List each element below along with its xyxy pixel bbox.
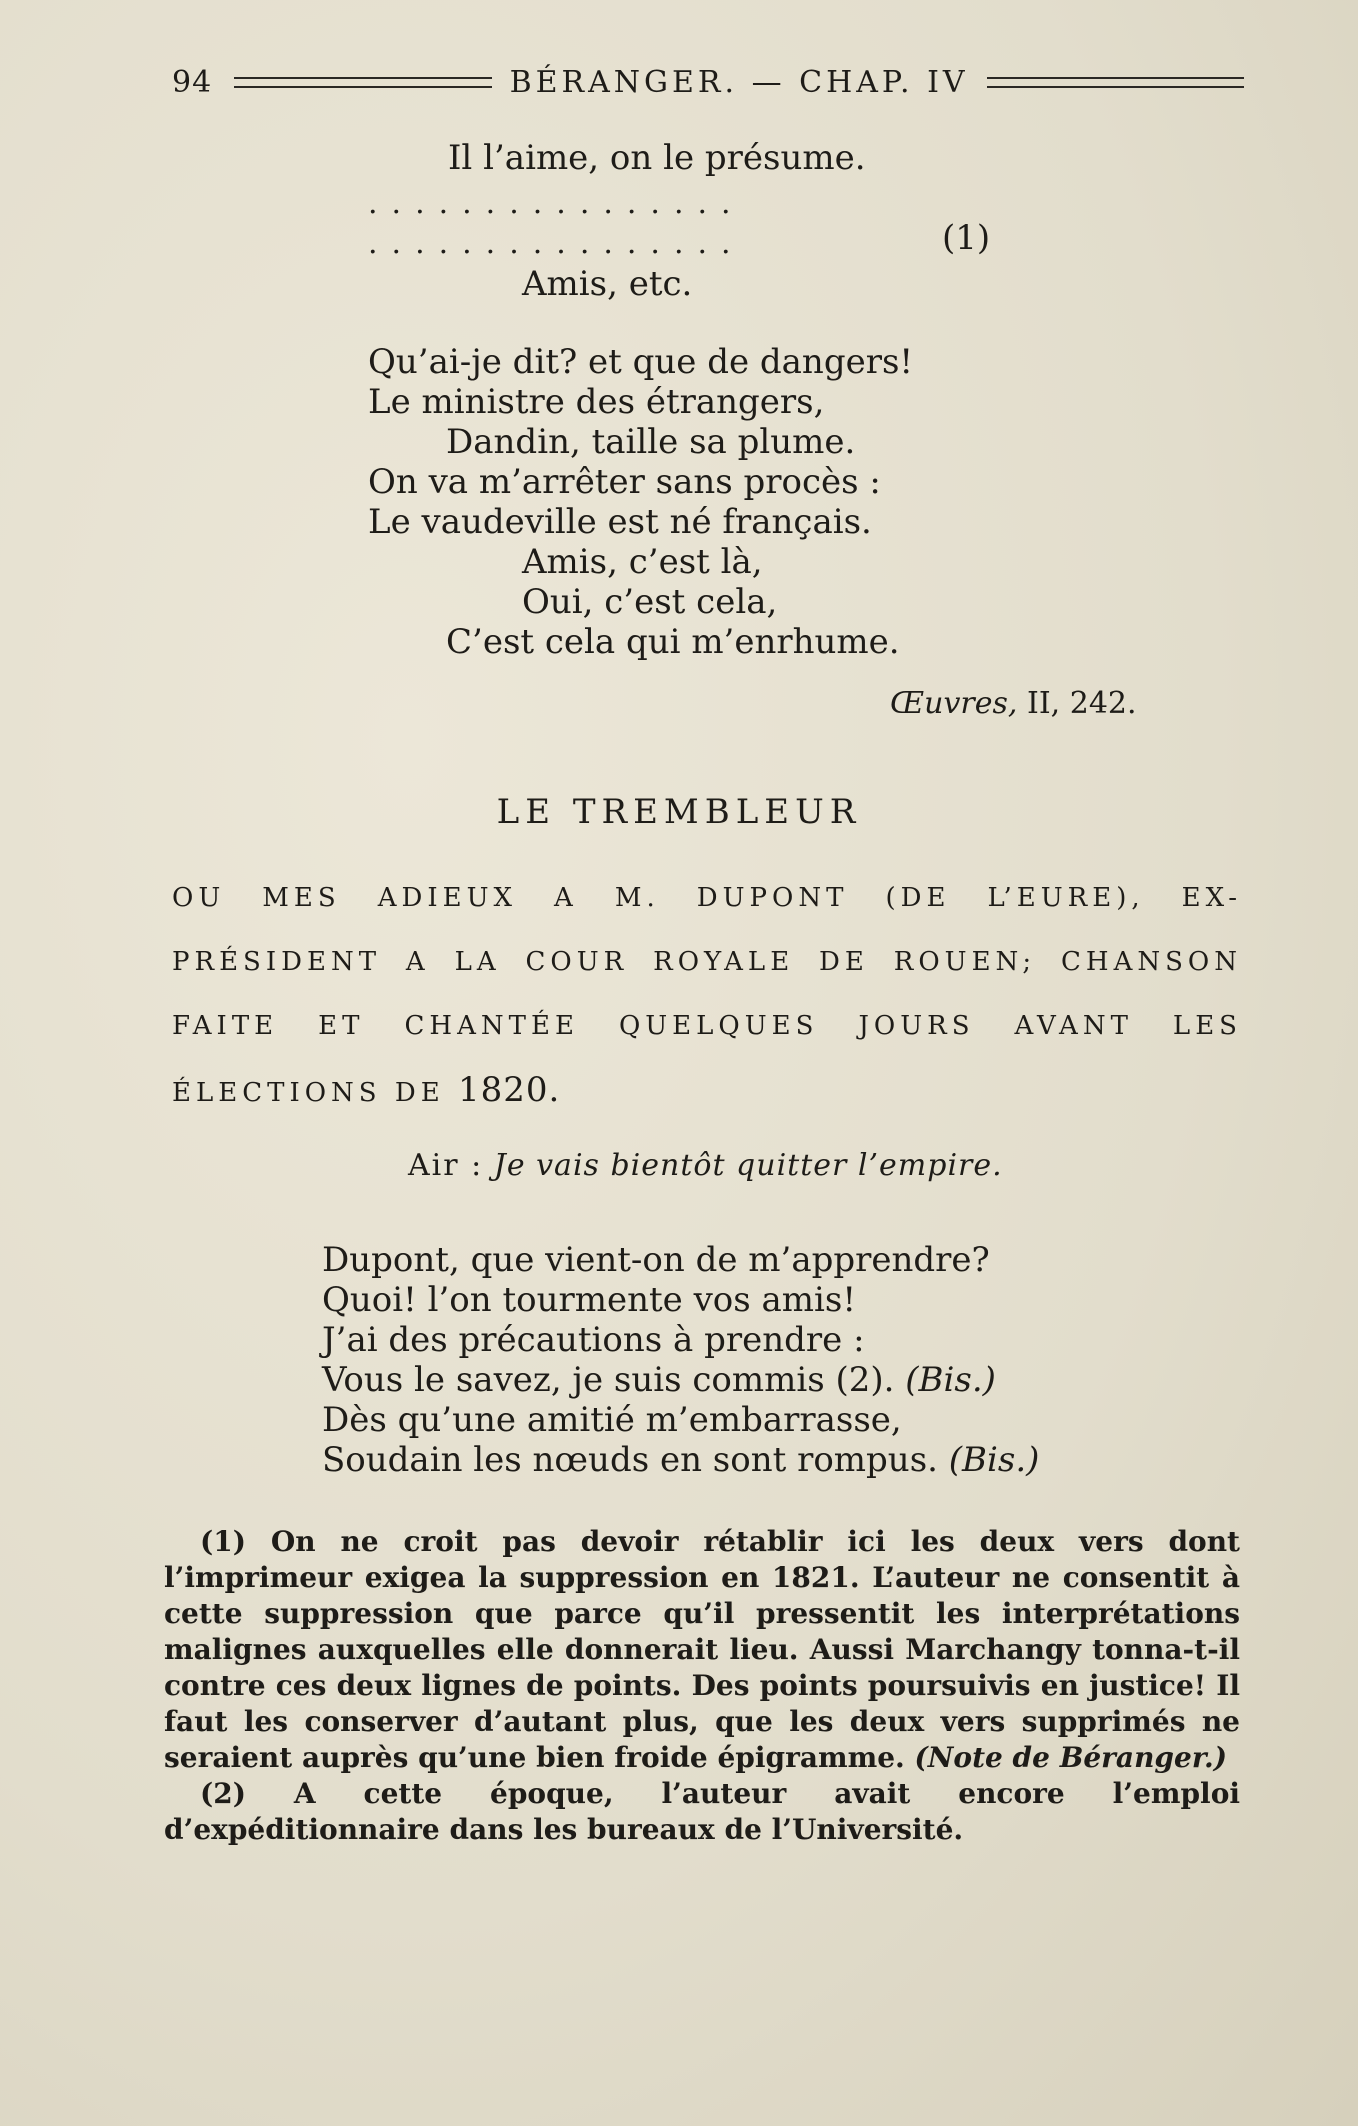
song-year: 1820. [457,1070,561,1110]
stanza-line: Quoi! l’on tourmente vos amis! [322,1280,857,1320]
footnote-1-attribution: (Note de Béranger.) [914,1741,1228,1774]
verse2-line: On va m’arrêter sans procès : [368,462,881,502]
footnote-1-text: (1) On ne croit pas devoir rétablir ici les deux vers dont l’imprimeur exigea la suppression en 1821. L’auteur ne consentit à cette suppression que parce qu’il pressentit les interprétations malignes auxquelles elle donnerait lieu. Aussi Marchangy tonna-t-il contre ces deux lignes de points. Des points poursuivis en justice! Il faut les conserver d’autant plus, que les deux vers supprimés ne seraient auprès qu’une bien froide épigramme. [164,1525,1240,1774]
song-subtitle [172,866,1242,1125]
air-label: Air : [408,1148,484,1183]
refrain-amis-etc: Amis, etc. [522,264,693,304]
air-tune: Je vais bientôt quitter l’empire. [493,1148,1003,1183]
omission-dots-1: ................ [368,186,745,221]
stanza-line-text: Vous le savez, je suis commis (2). [322,1360,895,1400]
stanza-line: Dupont, que vient-on de m’apprendre? [322,1240,990,1280]
verse2-line: C’est cela qui m’enrhume. [446,622,900,662]
running-title: BÉRANGER. — CHAP. IV [509,64,969,100]
stanza [322,1240,1039,1480]
works-title: Œuvres, [890,686,1018,721]
bis-mark: (Bis.) [905,1360,996,1400]
works-location: II, 242. [1026,686,1137,721]
bis-mark: (Bis.) [948,1440,1040,1480]
header-rule-left [234,77,491,88]
stanza-line-text: Soudain les nœuds en sont rompus. [322,1440,938,1480]
verse2-line: Qu’ai-je dit? et que de dangers! [368,342,914,382]
verse2-line: Amis, c’est là, [522,542,763,582]
footnote-1 [164,1524,1240,1776]
footnote-ref-1: (1) [942,218,991,258]
running-header [172,62,1244,102]
works-reference [890,686,1137,721]
stanza-line [322,1440,1039,1480]
header-rule-right [987,77,1244,88]
song-subtitle-text: OU MES ADIEUX A M. DUPONT (DE L’EURE), EX-PRÉSIDENT A LA COUR ROYALE DE ROUEN; CHANSON FAITE ET CHANTÉE QUELQUES JOURS AVANT LES ÉLECTIONS DE [172,883,1242,1108]
stanza-line [322,1360,1039,1400]
song-title: LE TREMBLEUR [496,792,862,832]
verse1-line1: Il l’aime, on le présume. [448,138,866,178]
footnotes [164,1524,1240,1848]
verse2-line: Le vaudeville est né français. [368,502,872,542]
page-number: 94 [172,64,213,100]
stanza-line: J’ai des précautions à prendre : [322,1320,865,1360]
stanza-line: Dès qu’une amitié m’embarrasse, [322,1400,902,1440]
verse2-line: Oui, c’est cela, [522,582,778,622]
omission-dots-2: ................ [368,226,745,261]
verse2 [368,342,913,662]
verse2-line: Dandin, taille sa plume. [446,422,856,462]
verse2-line: Le ministre des étrangers, [368,382,825,422]
footnote-2: (2) A cette époque, l’auteur avait encore l’emploi d’expéditionnaire dans les bureaux de l’Université. [164,1777,1240,1846]
air-line [408,1148,1003,1183]
